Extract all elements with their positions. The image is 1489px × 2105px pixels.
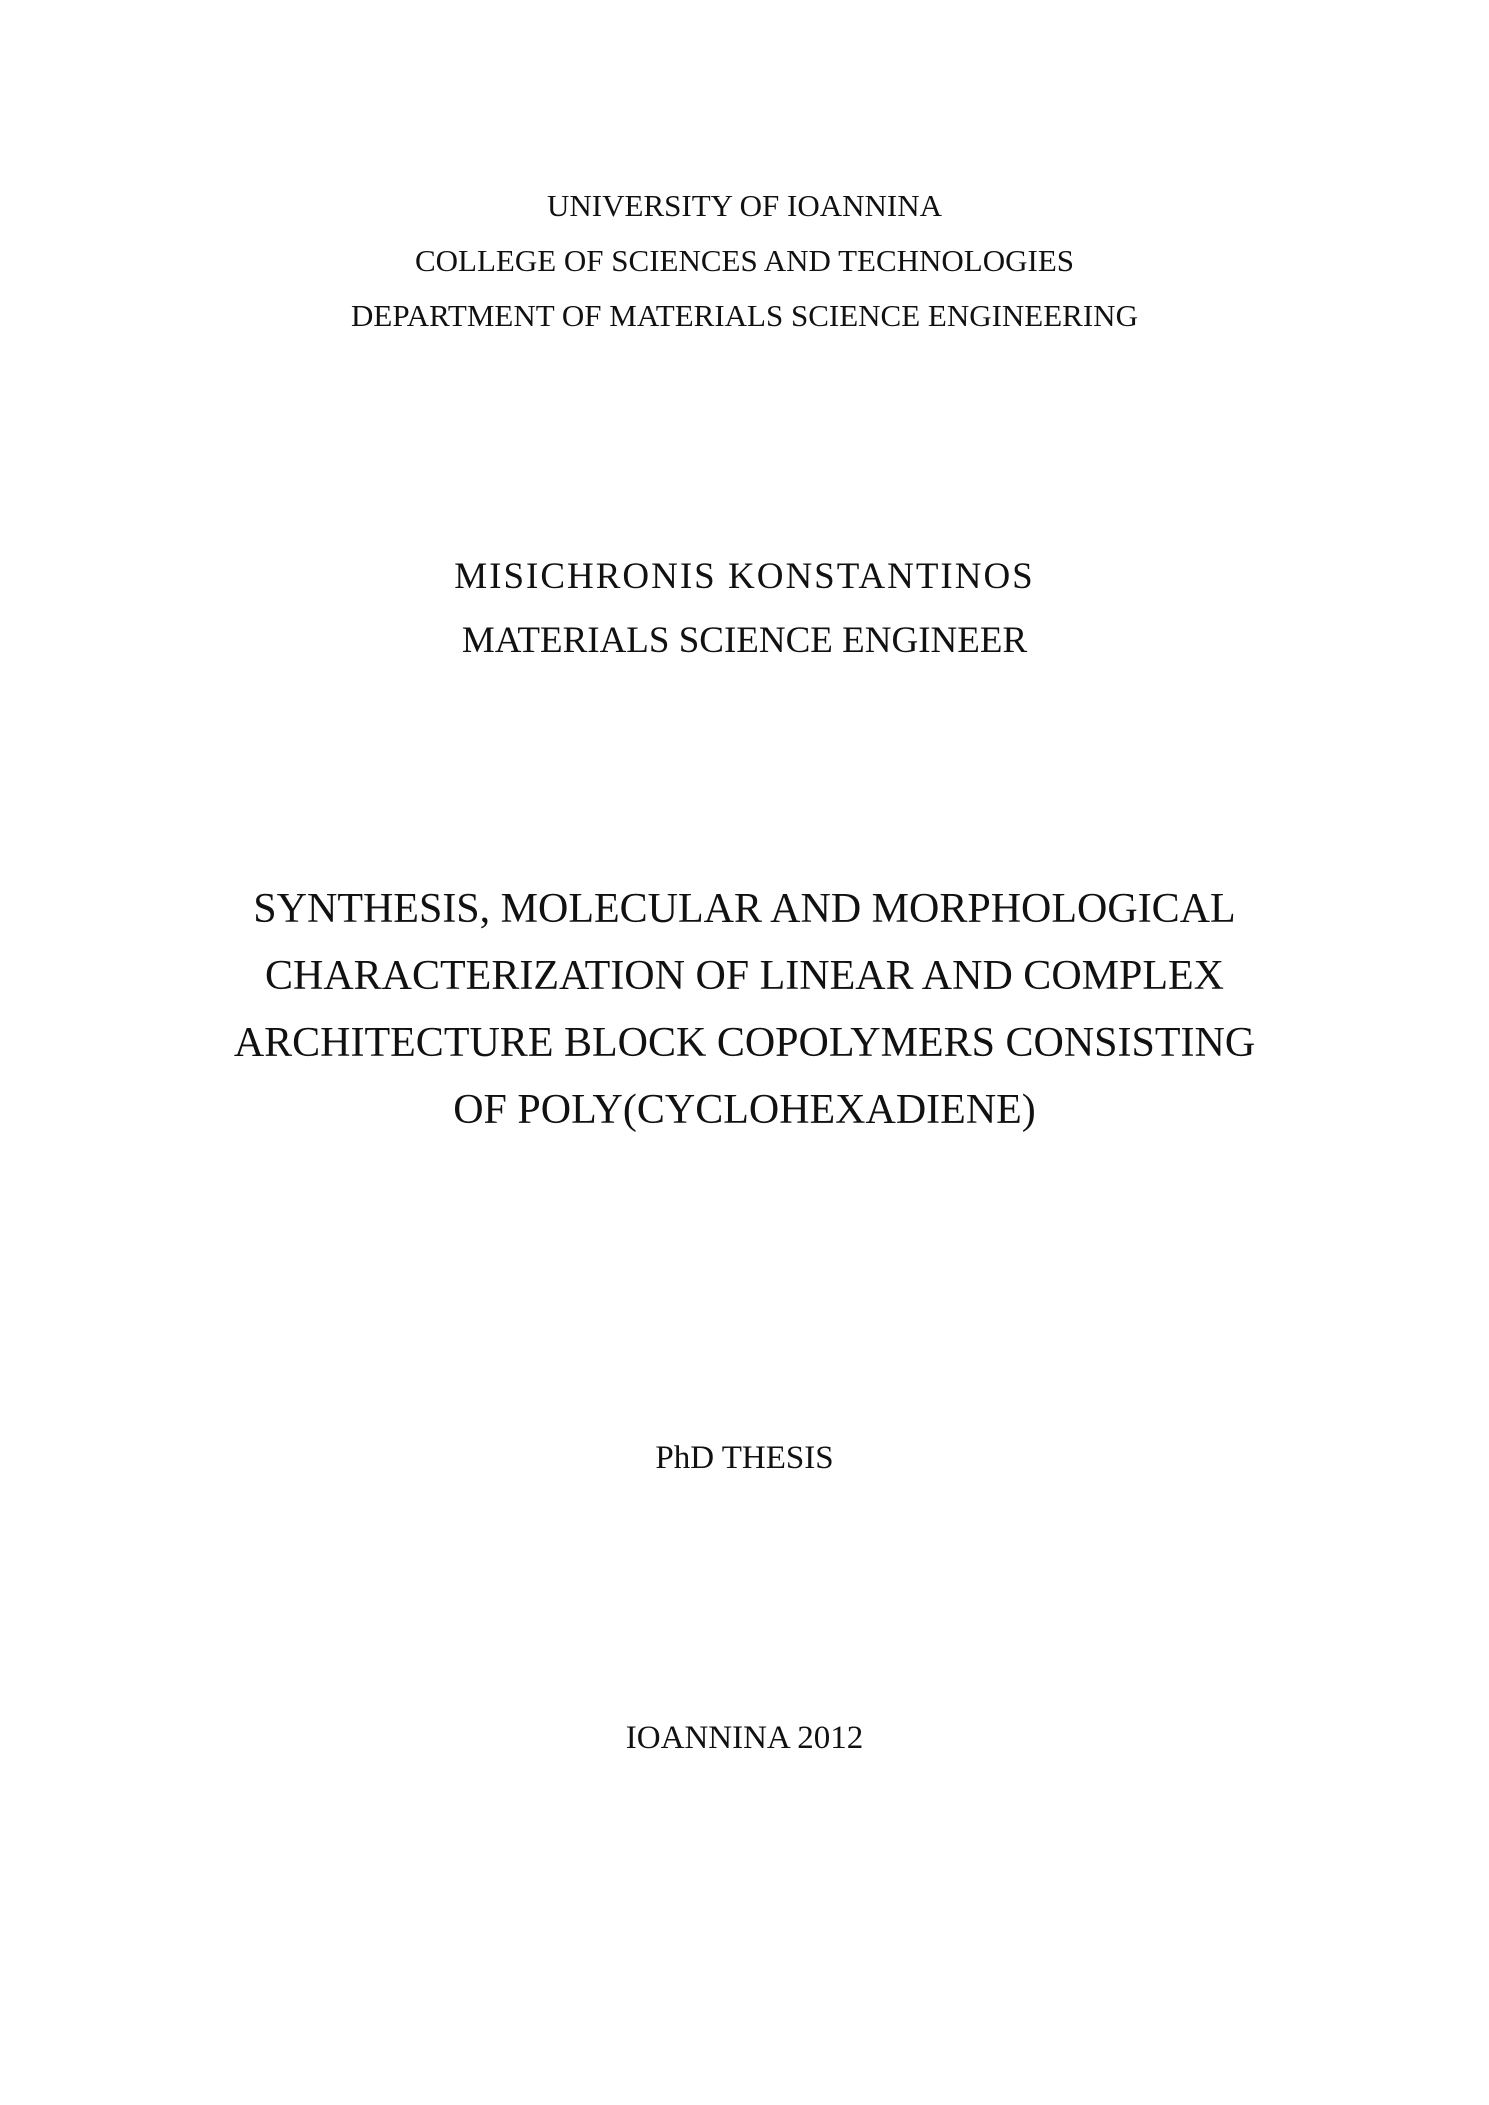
author-profession: MATERIALS SCIENCE ENGINEER (461, 620, 1028, 661)
degree-label (0, 1433, 1489, 1483)
thesis-title-line: ARCHITECTURE BLOCK COPOLYMERS CONSISTING (233, 1020, 1256, 1066)
thesis-title-line: CHARACTERIZATION OF LINEAR AND COMPLEX (264, 953, 1224, 999)
place-year-text: IOANNINA 2012 (625, 1720, 864, 1756)
author-block (0, 545, 1489, 673)
university-name: UNIVERSITY OF IOANNINA (547, 188, 942, 223)
department-name: DEPARTMENT OF MATERIALS SCIENCE ENGINEERING (351, 298, 1138, 333)
thesis-title-line: OF POLY(CYCLOHEXADIENE) (453, 1087, 1036, 1133)
place-year (0, 1713, 1489, 1763)
institution-header (0, 178, 1489, 343)
author-name: MISICHRONIS KONSTANTINOS (454, 556, 1035, 597)
thesis-title (0, 876, 1489, 1144)
thesis-title-line: SYNTHESIS, MOLECULAR AND MORPHOLOGICAL (253, 886, 1236, 932)
degree-text: PhD THESIS (655, 1440, 834, 1476)
college-name: COLLEGE OF SCIENCES AND TECHNOLOGIES (414, 243, 1075, 278)
